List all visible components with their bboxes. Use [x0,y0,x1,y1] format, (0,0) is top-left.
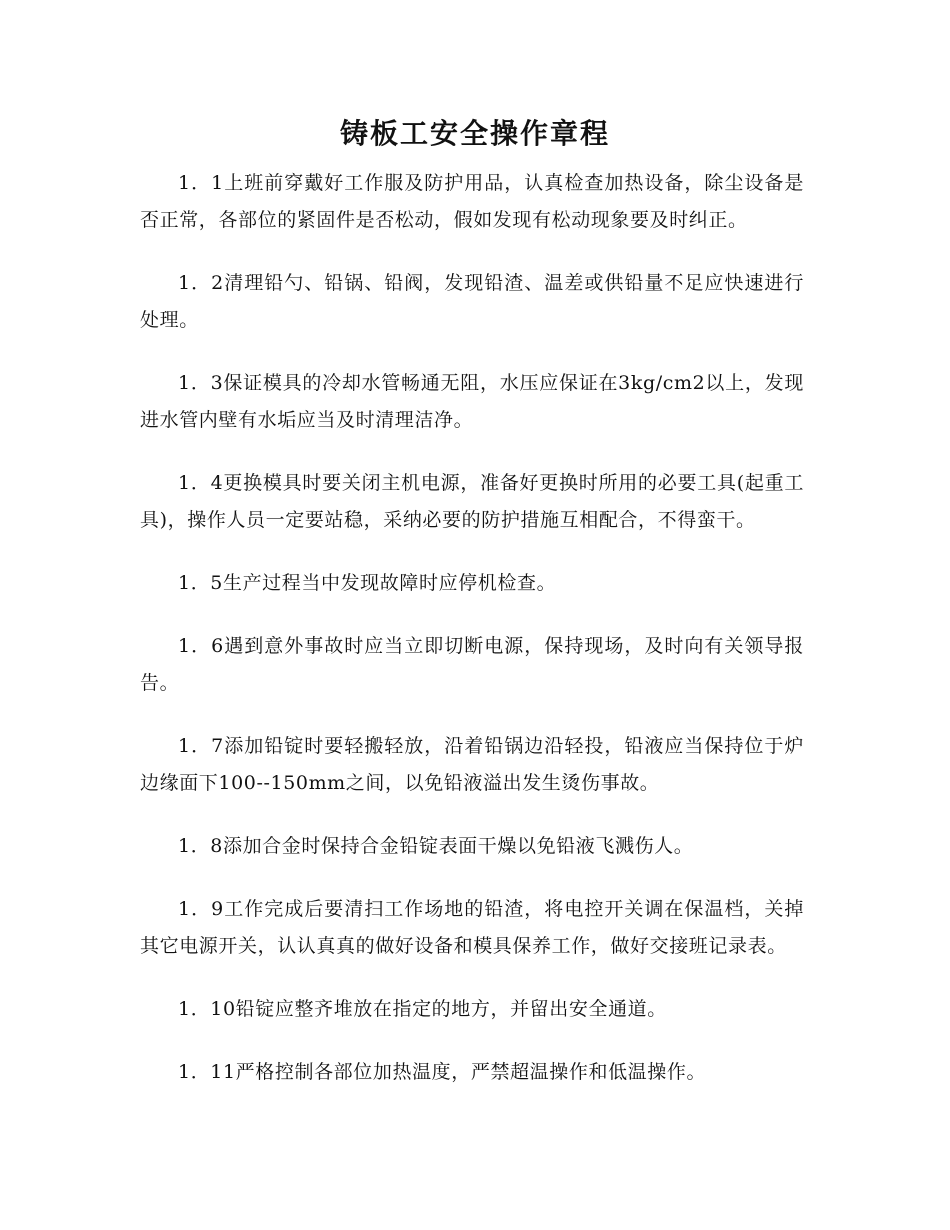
paragraph-1-11: 1．11严格控制各部位加热温度，严禁超温操作和低温操作。 [178,1061,707,1083]
paragraph-1-1: 1．1上班前穿戴好工作服及防护用品，认真检查加热设备，除尘设备是否正常，各部位的紧固件是否松动，假如发现有松动现象要及时纠正。 [140,172,804,231]
document-title: 铸板工安全操作章程 [339,117,610,150]
paragraph-1-9: 1．9工作完成后要清扫工作场地的铅渣，将电控开关调在保温档，关掉其它电源开关，认认真真的做好设备和模具保养工作，做好交接班记录表。 [140,898,804,957]
paragraph-1-10: 1．10铅锭应整齐堆放在指定的地方，并留出安全通道。 [178,998,667,1020]
paragraph-1-4: 1．4更换模具时要关闭主机电源，准备好更换时所用的必要工具(起重工具)，操作人员一定要站稳，采纳必要的防护措施互相配合，不得蛮干。 [140,472,804,531]
paragraph-1-8: 1．8添加合金时保持合金铅锭表面干燥以免铅液飞溅伤人。 [178,835,694,857]
paragraph-1-6: 1．6遇到意外事故时应当立即切断电源，保持现场，及时向有关领导报告。 [140,635,804,694]
paragraph-1-2: 1．2清理铅勺、铅锅、铅阀，发现铅渣、温差或供铅量不足应快速进行处理。 [140,272,804,331]
paragraph-1-3: 1．3保证模具的冷却水管畅通无阻，水压应保证在3kg/cm2以上，发现进水管内壁有水垢应当及时清理洁净。 [140,372,804,431]
paragraph-1-5: 1．5生产过程当中发现故障时应停机检查。 [178,572,557,594]
paragraph-1-7: 1．7添加铅锭时要轻搬轻放，沿着铅锅边沿轻投，铅液应当保持位于炉边缘面下100--150mm之间，以免铅液溢出发生烫伤事故。 [140,735,804,794]
document-body [140,165,804,1117]
